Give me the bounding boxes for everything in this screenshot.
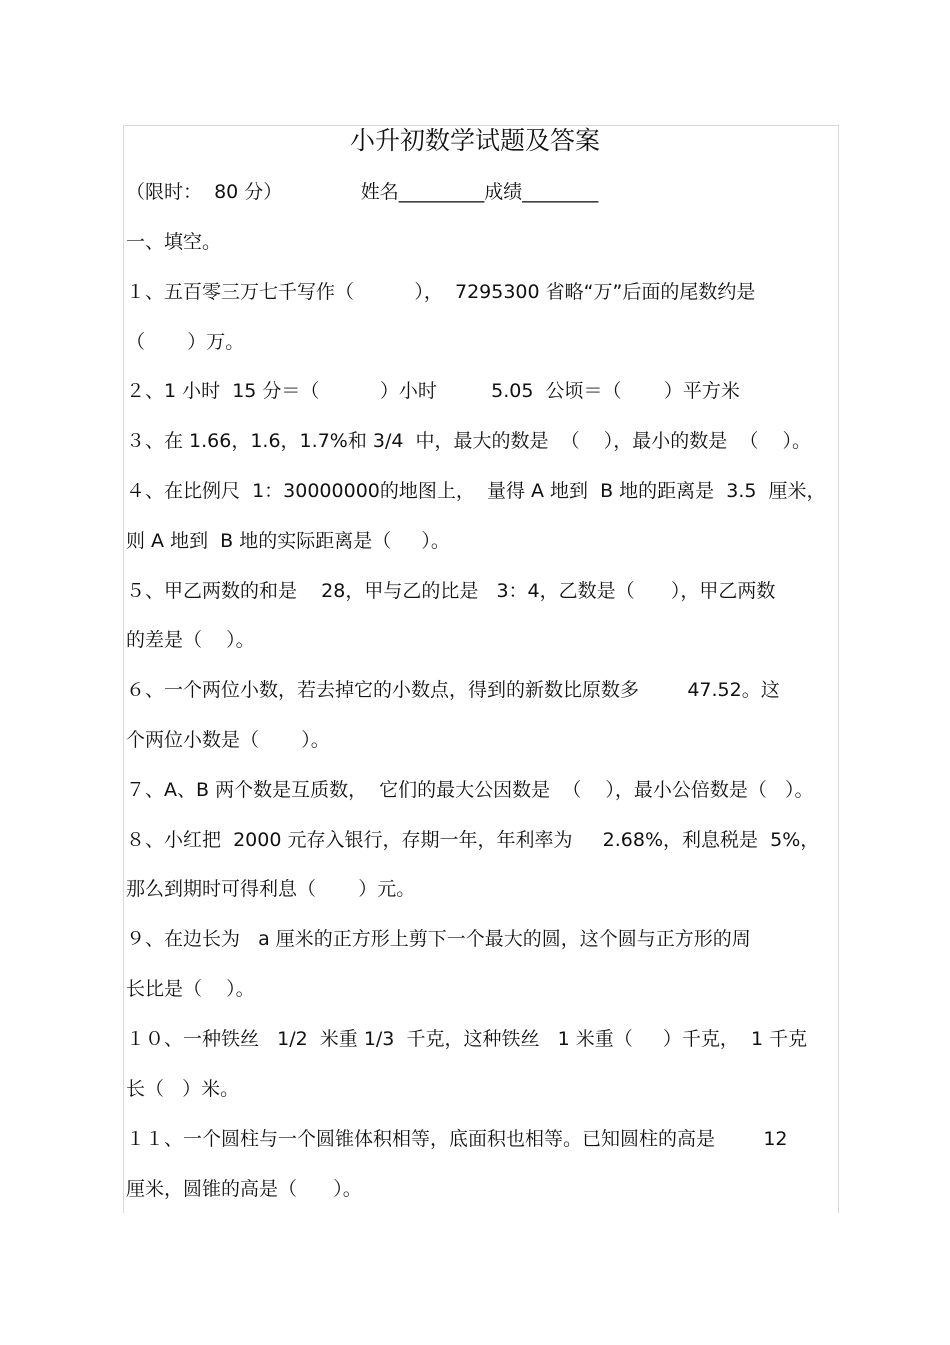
question-line: 那么到期时可得利息（ ）元。	[126, 878, 416, 900]
question-line: 个两位小数是（ ）。	[126, 729, 330, 751]
question-line: ５、甲乙两数的和是 28，甲与乙的比是 3：4，乙数是（ ），甲乙两数	[126, 580, 776, 602]
question-line: １１、一个圆柱与一个圆锥体积相等，底面积也相等。已知圆柱的高是 12	[126, 1128, 788, 1150]
question-line: 长（ ）米。	[126, 1078, 240, 1100]
question-line: 则 A 地到 B 地的实际距离是（ ）。	[126, 530, 450, 552]
question-line: 长比是（ ）。	[126, 978, 255, 1000]
question-line: １０、一种铁丝 1/2 米重 1/3 千克，这种铁丝 1 米重（ ）千克， 1 千克	[126, 1028, 808, 1050]
question-line: ７、A、B 两个数是互质数， 它们的最大公因数是 （ ），最小公倍数是（ ）。	[126, 779, 814, 801]
page-title: 小升初数学试题及答案	[349, 126, 600, 155]
question-line: ２、1 小时 15 分＝（ ）小时 5.05 公顷＝（ ）平方米	[126, 380, 740, 402]
question-line: ６、一个两位小数，若去掉它的小数点，得到的新数比原数多 47.52。这	[126, 679, 780, 701]
question-line: ４、在比例尺 1：30000000的地图上， 量得 A 地到 B 地的距离是 3.5 厘米，	[126, 480, 826, 502]
question-line: 厘米，圆锥的高是（ ）。	[126, 1178, 362, 1200]
question-line: ９、在边长为 a 厘米的正方形上剪下一个最大的圆，这个圆与正方形的周	[126, 928, 751, 950]
question-line: 的差是（ ）。	[126, 629, 255, 651]
question-line: ３、在 1.66，1.6，1.7%和 3/4 中，最大的数是 （ ），最小的数是 （ ）。	[126, 430, 812, 452]
section-heading: 一、填空。	[126, 231, 222, 253]
question-line: ８、小红把 2000 元存入银行，存期一年，年利率为 2.68%，利息税是 5%，	[126, 829, 820, 851]
exam-info-line: （限时： 80 分） 姓名_________成绩________	[126, 181, 599, 203]
question-line: １、五百零三万七千写作（ ）， 7295300 省略“万”后面的尾数约是	[126, 281, 756, 303]
question-line: （ ）万。	[126, 331, 245, 353]
